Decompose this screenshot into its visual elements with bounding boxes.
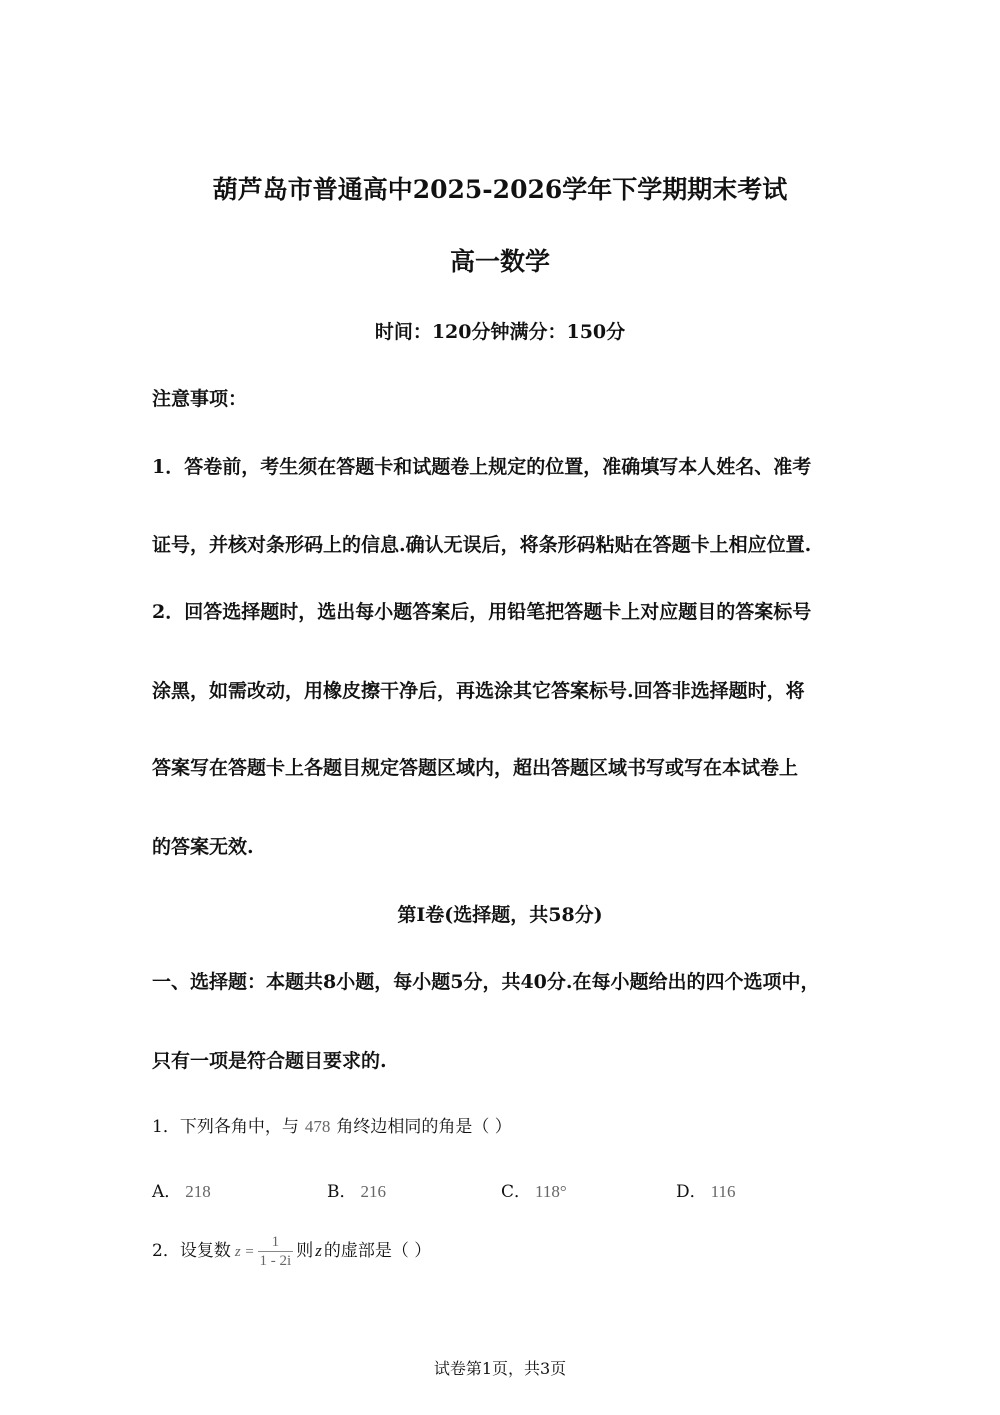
option-value: 216 [360,1182,386,1201]
option-label: A． [152,1182,182,1202]
notice-line: 证号，并核对条形码上的信息.确认无误后，将条形码粘贴在答题卡上相应位置. [152,534,812,556]
question-2 [152,1228,431,1275]
question-2-lhs: z = [234,1244,255,1260]
question-1-angle: 478 [304,1117,331,1136]
question-1 [152,1112,512,1137]
question-1-option-b [327,1177,386,1202]
exam-time-info: 时间：120分钟满分：150分 [374,321,626,343]
question-2-variable: z [315,1241,322,1260]
question-1-option-d [676,1177,736,1202]
notice-heading: 注意事项： [152,388,248,410]
question-1-option-a [152,1177,211,1202]
option-value: 118° [535,1182,567,1201]
question-2-fraction [258,1233,294,1270]
fraction-numerator: 1 [258,1233,294,1252]
exam-subject: 高一数学 [449,247,550,276]
question-1-option-c [501,1177,567,1202]
option-value: 116 [710,1182,736,1201]
section-title: 第I卷(选择题，共58分) [397,904,603,926]
exam-title: 葫芦岛市普通高中2025-2026学年下学期期末考试 [212,175,788,204]
option-label: D． [676,1182,707,1202]
notice-line: 1．答卷前，考生须在答题卡和试题卷上规定的位置，准确填写本人姓名、准考 [152,456,812,478]
fraction-denominator: 1 - 2i [259,1253,292,1269]
notice-line: 答案写在答题卡上各题目规定答题区域内，超出答题区域书写或写在本试卷上 [152,757,799,779]
option-label: B． [327,1182,357,1202]
option-label: C． [501,1182,532,1202]
option-value: 218 [185,1182,211,1201]
notice-line: 2．回答选择题时，选出每小题答案后，用铅笔把答题卡上对应题目的答案标号 [152,601,812,623]
notice-line: 的答案无效. [152,836,254,858]
page-footer: 试卷第1页，共3页 [433,1359,567,1378]
notice-line: 涂黑，如需改动，用橡皮擦干净后，再选涂其它答案标号.回答非选择题时，将 [152,680,805,702]
section-instruction: 一、选择题：本题共8小题，每小题5分，共40分.在每小题给出的四个选项中， [152,971,820,993]
question-2-suffix-pre: 则 [296,1241,314,1261]
question-1-suffix: 角终边相同的角是（ ） [336,1117,512,1137]
question-2-prefix: 2．设复数 [152,1241,231,1261]
question-1-prefix: 1．下列各角中，与 [152,1117,299,1137]
section-instruction: 只有一项是符合题目要求的. [152,1050,387,1072]
question-2-suffix: 的虚部是（ ） [323,1241,432,1261]
